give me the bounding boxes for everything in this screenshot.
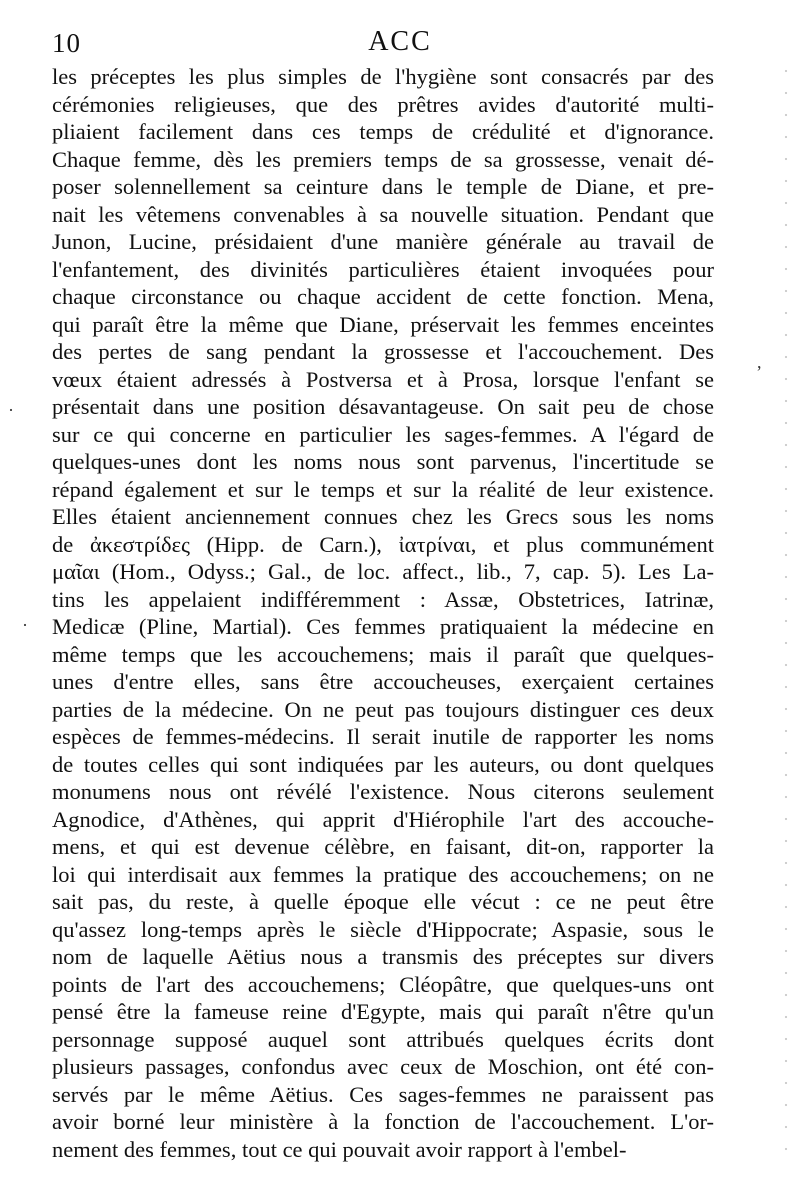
text-line: nement des femmes, tout ce qui pouvait avoir rapport à l'embel- bbox=[52, 1136, 627, 1162]
margin-speck: · bbox=[22, 615, 28, 635]
margin-speck: · bbox=[8, 400, 14, 420]
text-line: parties de la médecine. On ne peut pas toujours distinguer ces deux bbox=[52, 696, 714, 722]
text-line: répand également et sur le temps et sur la réalité de leur existence. bbox=[52, 476, 714, 502]
text-line: μαῖαι (Hom., Odyss.; Gal., de loc. affect., lib., 7, cap. 5). Les La- bbox=[52, 559, 714, 584]
margin-speck: , bbox=[757, 352, 762, 372]
text-line: de ἀκεστρίδες (Hipp. de Carn.), ἰατρίναι, et plus communément bbox=[52, 531, 714, 557]
text-line: quelques-unes dont les noms nous sont parvenus, l'incertitude se bbox=[52, 449, 714, 474]
text-line: de toutes celles qui sont indiquées par les auteurs, ou dont quelques bbox=[52, 751, 714, 777]
text-line: pensé être la fameuse reine d'Egypte, mais qui paraît n'être qu'un bbox=[52, 999, 714, 1024]
running-head: ACC bbox=[368, 26, 432, 57]
text-line: nait les vêtemens convenables à sa nouvelle situation. Pendant que bbox=[52, 201, 714, 227]
text-line: sait pas, du reste, à quelle époque elle vécut : ce ne peut être bbox=[52, 889, 714, 914]
text-line: loi qui interdisait aux femmes la pratique des accouchemens; on ne bbox=[52, 861, 714, 887]
page-header bbox=[0, 22, 800, 62]
text-line: qu'assez long-temps après le siècle d'Hippocrate; Aspasie, sous le bbox=[52, 916, 714, 942]
text-line: Junon, Lucine, présidaient d'une manière générale au travail de bbox=[52, 229, 714, 254]
page-edge-specks bbox=[782, 60, 790, 1160]
text-line: qui paraît être la même que Diane, préservait les femmes enceintes bbox=[52, 311, 714, 337]
text-line: unes d'entre elles, sans être accoucheuses, exerçaient certaines bbox=[52, 669, 714, 694]
text-line: nom de laquelle Aëtius nous a transmis des préceptes sur divers bbox=[52, 944, 714, 969]
text-line: Agnodice, d'Athènes, qui apprit d'Hiérophile l'art des accouche- bbox=[52, 806, 714, 832]
text-line: cérémonies religieuses, que des prêtres avides d'autorité multi- bbox=[52, 91, 714, 117]
text-line: Medicæ (Pline, Martial). Ces femmes pratiquaient la médecine en bbox=[52, 614, 714, 639]
text-line: chaque circonstance ou chaque accident de cette fonction. Mena, bbox=[52, 284, 714, 309]
text-line: tins les appelaient indifféremment : Assæ, Obstetrices, Iatrinæ, bbox=[52, 586, 714, 612]
text-line: points de l'art des accouchemens; Cléopâtre, que quelques-uns ont bbox=[52, 971, 714, 997]
text-line: personnage supposé auquel sont attribués quelques écrits dont bbox=[52, 1026, 714, 1052]
text-line: même temps que les accouchemens; mais il paraît que quelques- bbox=[52, 641, 714, 667]
text-line: servés par le même Aëtius. Ces sages-femmes ne paraissent pas bbox=[52, 1081, 714, 1107]
text-line: présentait dans une position désavantageuse. On sait peu de chose bbox=[52, 394, 714, 419]
text-line: l'enfantement, des divinités particulières étaient invoquées pour bbox=[52, 256, 714, 282]
text-line: Elles étaient anciennement connues chez les Grecs sous les noms bbox=[52, 504, 714, 529]
text-line: pliaient facilement dans ces temps de crédulité et d'ignorance. bbox=[52, 119, 714, 144]
page-number: 10 bbox=[52, 28, 81, 58]
text-line: mens, et qui est devenue célèbre, en faisant, dit-on, rapporter la bbox=[52, 834, 714, 859]
text-line: plusieurs passages, confondus avec ceux de Moschion, ont été con- bbox=[52, 1054, 714, 1079]
text-line: Chaque femme, dès les premiers temps de sa grossesse, venait dé- bbox=[52, 146, 714, 172]
text-line: les préceptes les plus simples de l'hygiène sont consacrés par des bbox=[52, 64, 714, 89]
text-line: des pertes de sang pendant la grossesse et l'accouchement. Des bbox=[52, 339, 714, 364]
text-line: sur ce qui concerne en particulier les sages-femmes. A l'égard de bbox=[52, 421, 714, 447]
text-line: poser solennellement sa ceinture dans le temple de Diane, et pre- bbox=[52, 174, 714, 199]
text-line: espèces de femmes-médecins. Il serait inutile de rapporter les noms bbox=[52, 724, 714, 749]
text-line: avoir borné leur ministère à la fonction de l'accouchement. L'or- bbox=[52, 1109, 714, 1134]
text-line: monumens nous ont révélé l'existence. Nous citerons seulement bbox=[52, 779, 714, 804]
text-line: vœux étaient adressés à Postversa et à Prosa, lorsque l'enfant se bbox=[52, 366, 714, 392]
